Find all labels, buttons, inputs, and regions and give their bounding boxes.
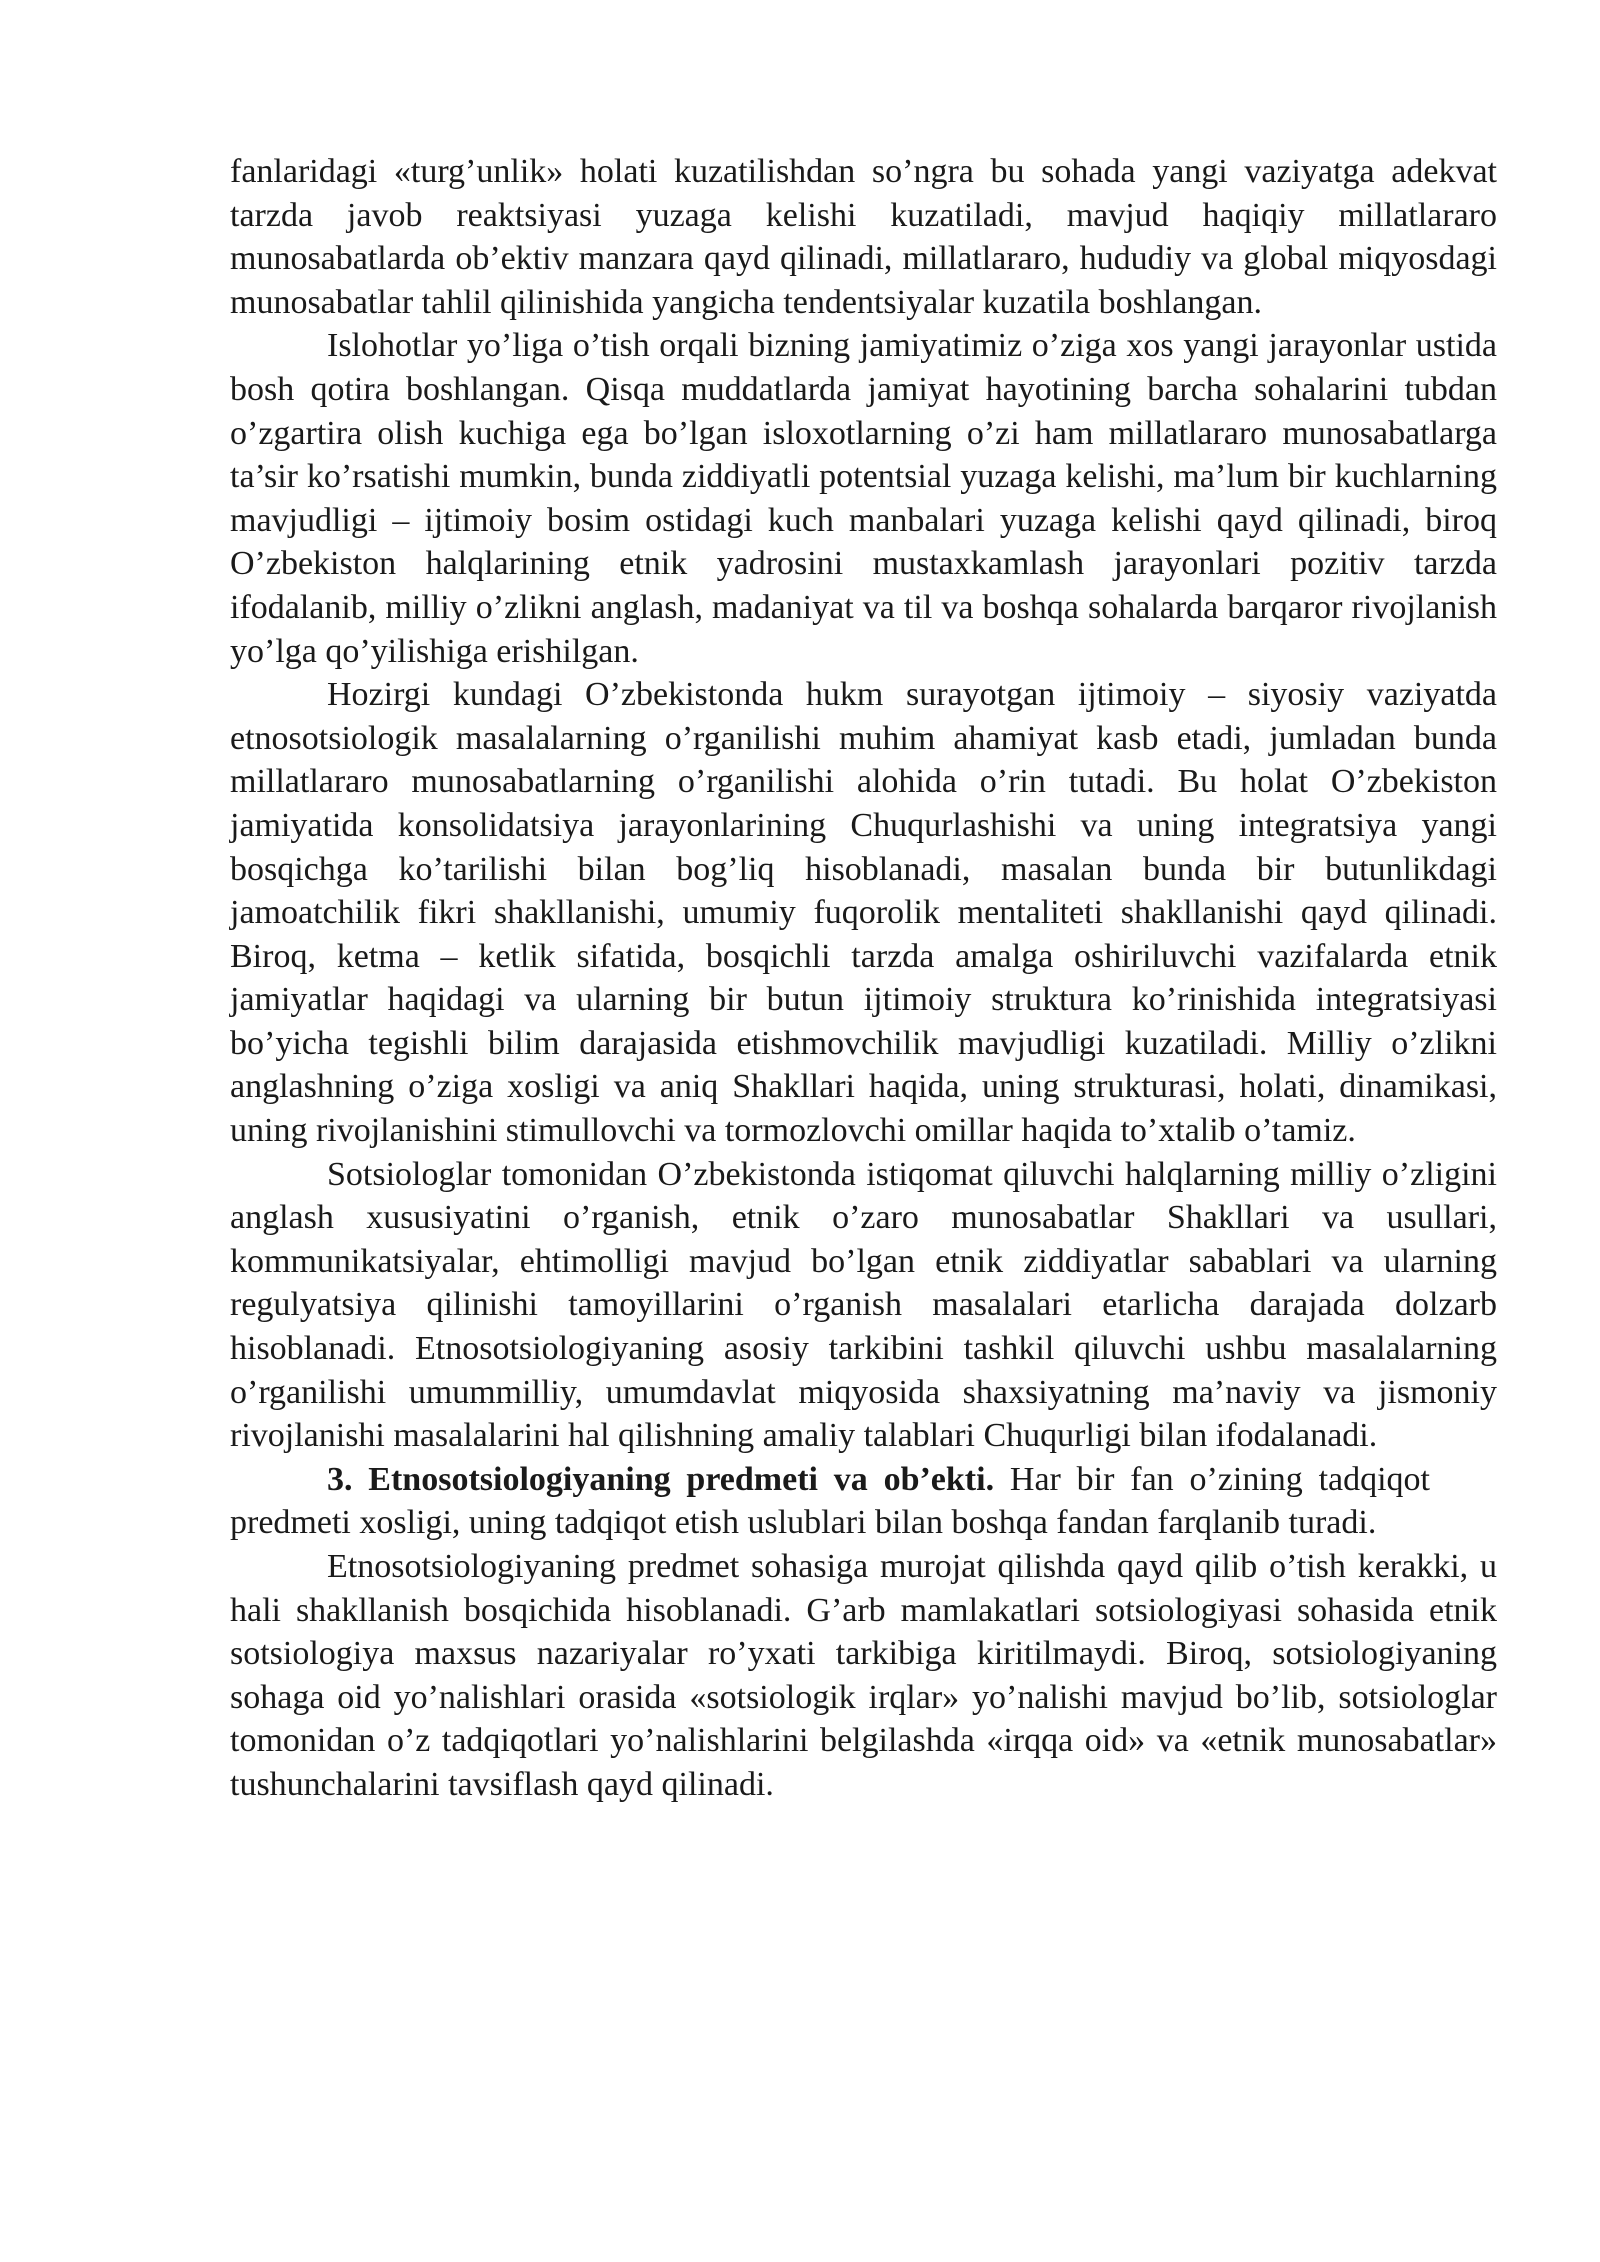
section-intro-text: Har bir fan o’zining tadqiqot predmeti xosligi, uning tadqiqot etish uslublari bilan boshqa fandan farqlanib turadi. (230, 1460, 1430, 1542)
document-body (230, 150, 1497, 1807)
paragraph-continuation: fanlaridagi «turg’unlik» holati kuzatilishdan so’ngra bu sohada yangi vaziyatga adekvat tarzda javob reaktsiyasi yuzaga kelishi kuzatiladi, mavjud haqiqiy millatlararo munosabatlarda ob’ektiv manzara qayd qilinadi, millatlararo, hududiy va global miqyosdagi munosabatlar tahlil qilinishida yangicha tendentsiyalar kuzatila boshlangan. (230, 153, 1497, 321)
paragraph-current-situation: Hozirgi kundagi O’zbekistonda hukm surayotgan ijtimoiy – siyosiy vaziyatda etnosotsiologik masalalarning o’rganilishi muhim ahamiyat kasb etadi, jumladan bunda millatlararo munosabatlarning o’rganilishi alohida o’rin tutadi. Bu holat O’zbekiston jamiyatida konsolidatsiya jarayonlarining Chuqurlashishi va uning integratsiya yangi bosqichga ko’tarilishi bilan bog’liq hisoblanadi, masalan bunda bir butunlikdagi jamoatchilik fikri shakllanishi, umumiy fuqorolik mentaliteti shakllanishi qayd qilinadi. Biroq, ketma – ketlik sifatida, bosqichli tarzda amalga oshiriluvchi vazifalarda etnik jamiyatlar haqidagi va ularning bir butun ijtimoiy struktura ko’rinishida integratsiyasi bo’yicha tegishli bilim darajasida etishmovchilik mavjudligi kuzatiladi. Milliy o’zlikni anglashning o’ziga xosligi va aniq Shakllari haqida, uning strukturasi, holati, dinamikasi, uning rivojlanishini stimullovchi va tormozlovchi omillar haqida to’xtalib o’tamiz. (230, 676, 1497, 1150)
paragraph-sociologists: Sotsiologlar tomonidan O’zbekistonda istiqomat qiluvchi halqlarning milliy o’zligini anglash xususiyatini o’rganish, etnik o’zaro munosabatlar Shakllari va usullari, kommunikatsiyalar, ehtimolligi mavjud bo’lgan etnik ziddiyatlar sabablari va ularning regulyatsiya qilinishi tamoyillarini o’rganish masalalari etarlicha darajada dolzarb hisoblanadi. Etnosotsiologiyaning asosiy tarkibini tashkil qiluvchi ushbu masalalarning o’rganilishi umummilliy, umumdavlat miqyosida shaxsiyatning ma’naviy va jismoniy rivojlanishi masalalarini hal qilishning amaliy talablari Chuqurligi bilan ifodalanadi. (230, 1155, 1497, 1455)
section-heading: 3. Etnosotsiologiyaning predmeti va ob’ekti. (327, 1460, 995, 1498)
paragraph-reforms: Islohotlar yo’liga o’tish orqali bizning jamiyatimiz o’ziga xos yangi jarayonlar ustida bosh qotira boshlangan. Qisqa muddatlarda jamiyat hayotining barcha sohalarini tubdan o’zgartira olish kuchiga ega bo’lgan isloxotlarning o’zi ham millatlararo munosabatlarga ta’sir ko’rsatishi mumkin, bunda ziddiyatli potentsial yuzaga kelishi, ma’lum bir kuchlarning mavjudligi – ijtimoiy bosim ostidagi kuch manbalari yuzaga kelishi qayd qilinadi, biroq O’zbekiston halqlarining etnik yadrosini mustaxkamlash jarayonlari pozitiv tarzda ifodalanib, milliy o’zlikni anglash, madaniyat va til va boshqa sohalarda barqaror rivojlanish yo’lga qo’yilishiga erishilgan. (230, 327, 1497, 670)
paragraph-subject-area: Etnosotsiologiyaning predmet sohasiga murojat qilishda qayd qilib o’tish kerakki, u hali shakllanish bosqichida hisoblanadi. G’arb mamlakatlari sotsiologiyasi sohasida etnik sotsiologiya maxsus nazariyalar ro’yxati tarkibiga kiritilmaydi. Biroq, sotsiologiyaning sohaga oid yo’nalishlari orasida «sotsiologik irqlar» yo’nalishi mavjud bo’lib, sotsiologlar tomonidan o’z tadqiqotlari yo’nalishlarini belgilashda «irqqa oid» va «etnik munosabatlar» tushunchalarini tavsiflash qayd qilinadi. (230, 1548, 1497, 1803)
paragraph-section-3 (230, 1458, 1430, 1545)
